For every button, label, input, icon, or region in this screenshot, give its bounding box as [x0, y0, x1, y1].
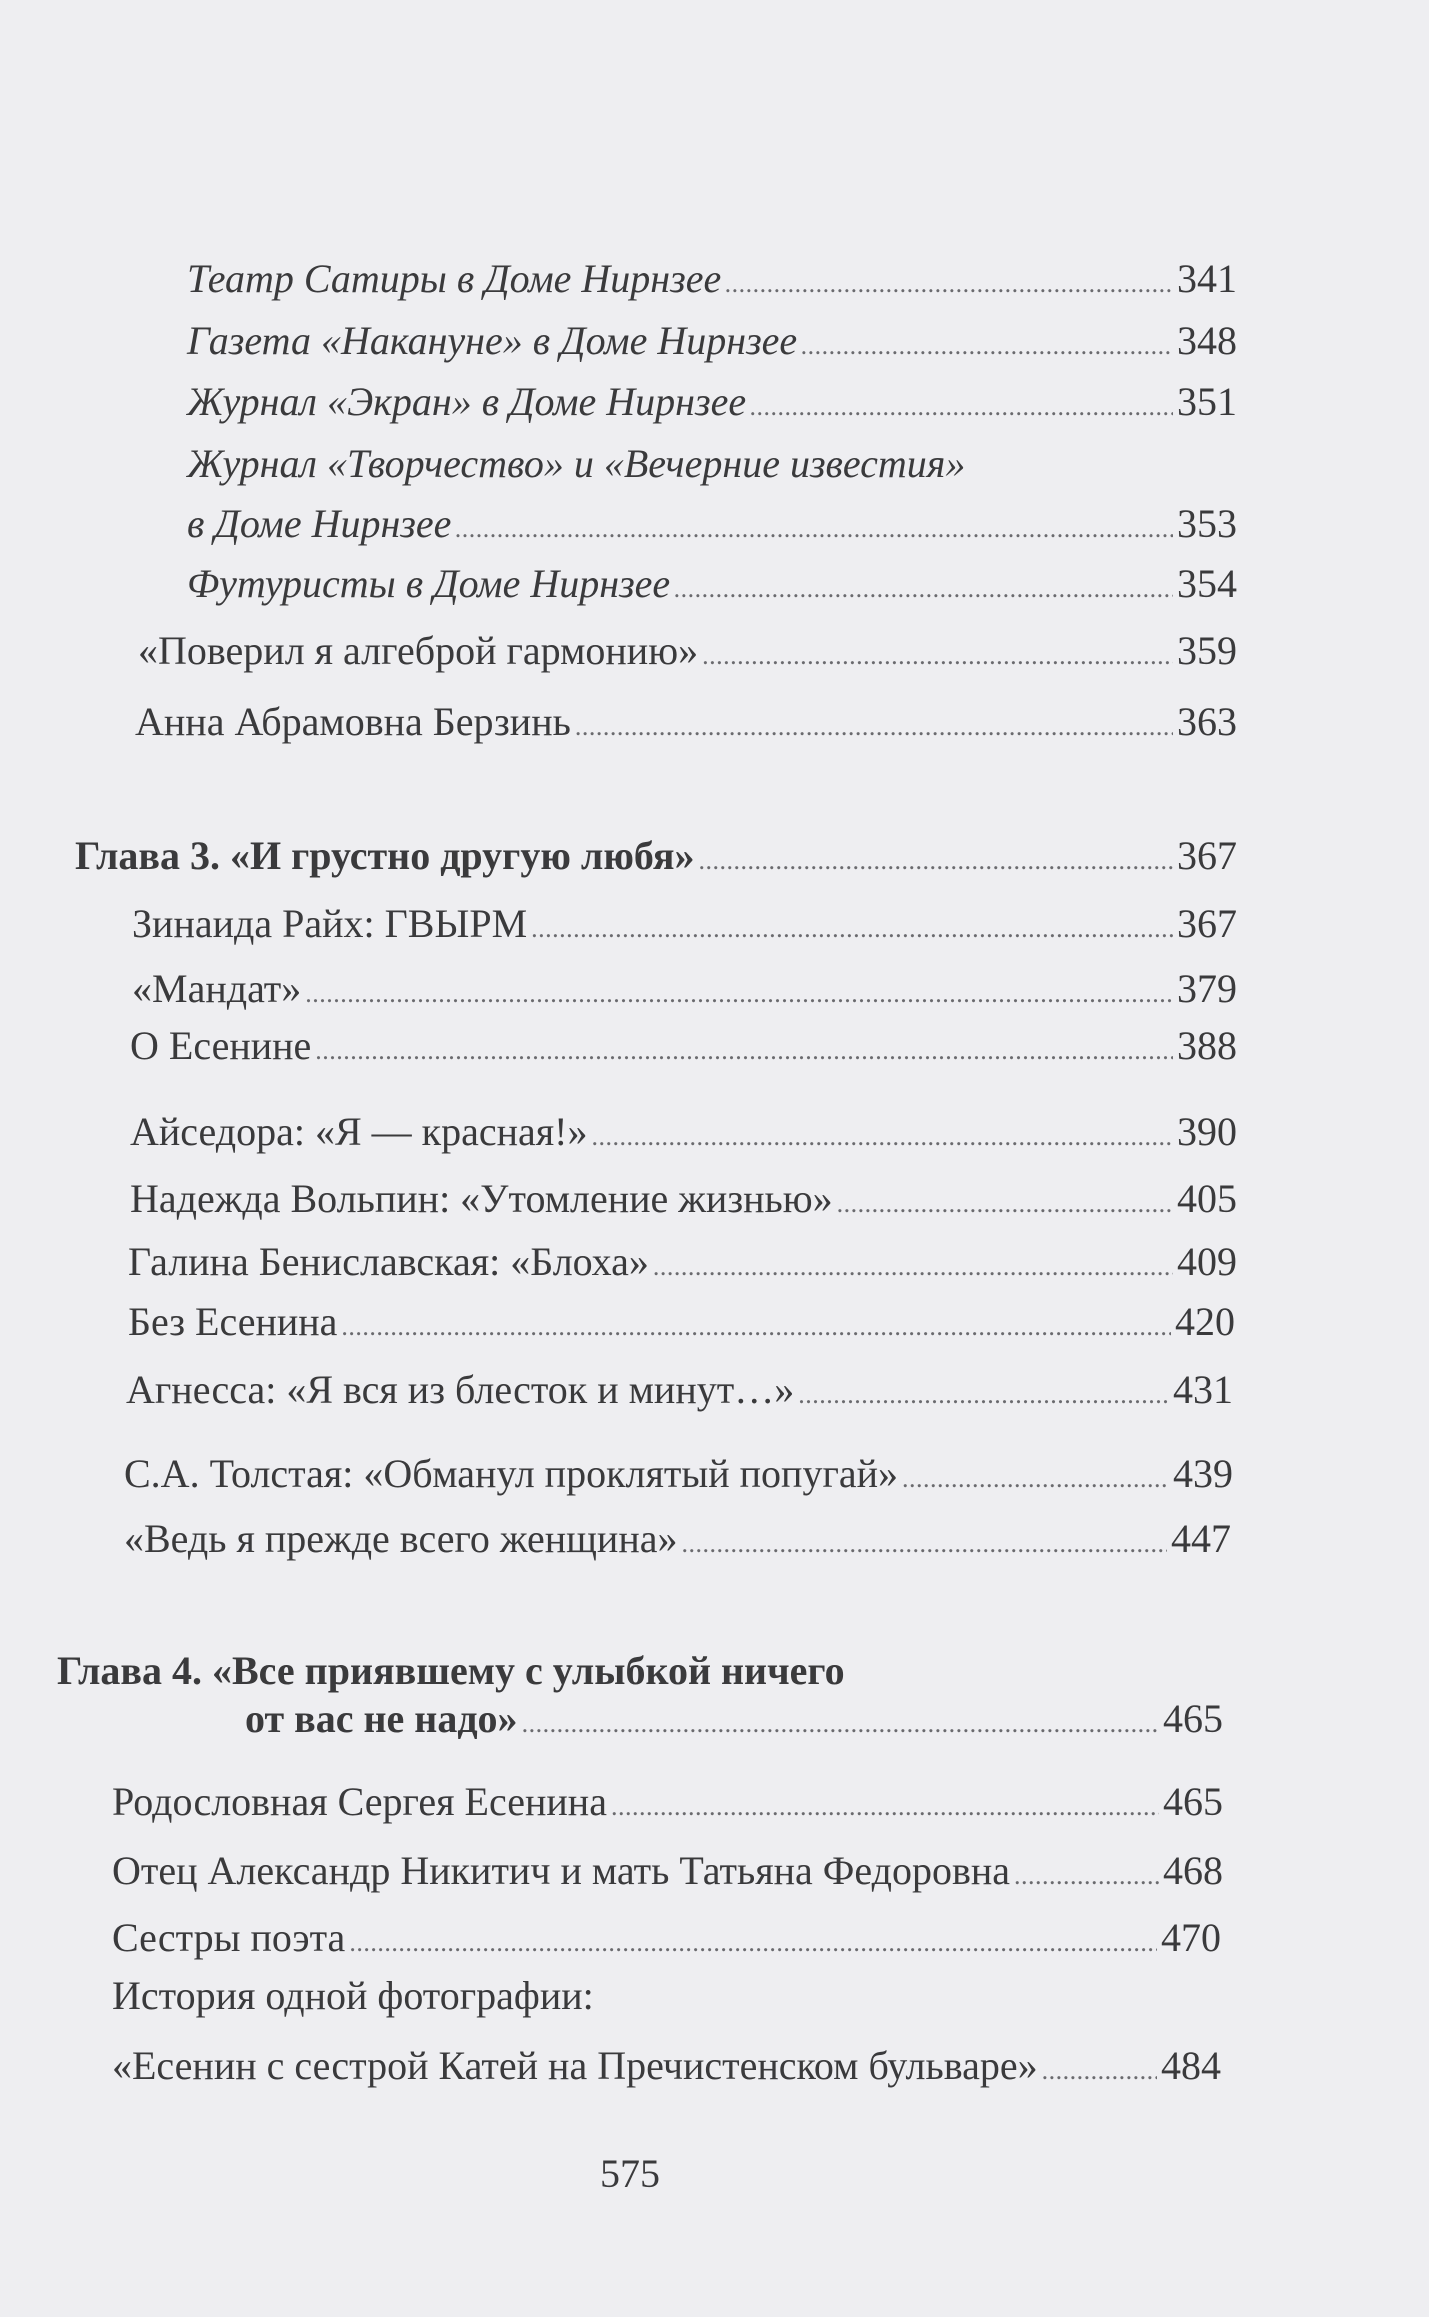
toc-entry-page: 439: [1173, 1451, 1233, 1496]
chapter-page: 367: [1177, 833, 1237, 878]
toc-entry-title: Без Есенина: [128, 1299, 338, 1344]
toc-entry-title: Айседора: «Я — красная!»: [130, 1109, 588, 1154]
toc-entry: [132, 900, 1237, 953]
toc-entry-page: 420: [1175, 1299, 1235, 1344]
dot-leader: [798, 1371, 1169, 1419]
dot-leader: [305, 970, 1173, 1018]
toc-entry-title: Зинаида Райх: ГВЫРМ: [132, 901, 528, 946]
toc-entry: [130, 1022, 1237, 1075]
toc-entry-title: Родословная Сергея Есенина: [112, 1779, 607, 1824]
toc-entry: [135, 698, 1237, 751]
dot-leader: [653, 1243, 1173, 1291]
toc-entry-page: 359: [1177, 628, 1237, 673]
toc-entry-title-line1: История одной фотографии:: [112, 1973, 594, 2018]
toc-entry: [132, 965, 1237, 1018]
dot-leader: [1014, 1852, 1159, 1900]
toc-entry-title: О Есенине: [130, 1023, 312, 1068]
toc-entry-page: 348: [1177, 318, 1237, 363]
dot-leader: [725, 260, 1173, 308]
toc-entry-title: Галина Бениславская: «Блоха»: [128, 1239, 649, 1284]
dot-leader: [702, 632, 1173, 680]
toc-entry-title: «Ведь я прежде всего женщина»: [124, 1516, 678, 1561]
dot-leader: [674, 565, 1173, 613]
toc-entry-page: 354: [1177, 561, 1237, 606]
toc-entry-title: Надежда Вольпин: «Утомление жизнью»: [130, 1176, 833, 1221]
chapter-title-line2: от вас не надо»: [245, 1696, 518, 1741]
toc-entry-page: 363: [1177, 699, 1237, 744]
toc-entry: [138, 627, 1237, 680]
toc-entry: [187, 560, 1237, 613]
toc-entry-page: 409: [1177, 1239, 1237, 1284]
toc-entry: [112, 2042, 1221, 2095]
toc-entry: [187, 378, 1237, 431]
toc-entry: [130, 1175, 1237, 1228]
toc-entry: [128, 1298, 1235, 1351]
dot-leader: [699, 837, 1173, 885]
dot-leader: [837, 1180, 1173, 1228]
toc-entry-page: 341: [1177, 256, 1237, 301]
toc-entry-page: 468: [1163, 1848, 1223, 1893]
dot-leader: [591, 1113, 1173, 1161]
toc-entry-title: С.А. Толстая: «Обманул проклятый попугай»: [124, 1451, 899, 1496]
toc-entry: [128, 1238, 1237, 1291]
dot-leader: [522, 1700, 1159, 1748]
toc-entry-title: Футуристы в Доме Нирнзее: [187, 561, 671, 606]
chapter-title: Глава 3. «И грустно другую любя»: [75, 833, 695, 878]
toc-entry-title: Анна Абрамовна Берзинь: [135, 699, 571, 744]
toc-entry-title: Сестры поэта: [112, 1915, 346, 1960]
dot-leader: [315, 1027, 1173, 1075]
toc-entry: [126, 1366, 1233, 1419]
dot-leader: [902, 1455, 1169, 1503]
toc-entry: [112, 1778, 1223, 1831]
toc-entry: [187, 500, 1237, 553]
dot-leader: [611, 1783, 1159, 1831]
toc-entry-title: Театр Сатиры в Доме Нирнзее: [187, 256, 722, 301]
toc-entry-page: 470: [1161, 1915, 1221, 1960]
toc-entry-page: 431: [1173, 1367, 1233, 1412]
toc-entry-page: 388: [1177, 1023, 1237, 1068]
toc-entry: [124, 1515, 1231, 1568]
toc-entry-page: 390: [1177, 1109, 1237, 1154]
toc-entry-title: Журнал «Экран» в Доме Нирнзее: [187, 379, 747, 424]
toc-entry-page: 353: [1177, 501, 1237, 546]
page-number: 575: [600, 2151, 660, 2196]
toc-entry-title: Газета «Накануне» в Доме Нирнзее: [187, 318, 798, 363]
dot-leader: [750, 383, 1173, 431]
toc-entry-page: 447: [1171, 1516, 1231, 1561]
toc-entry: [130, 1108, 1237, 1161]
toc-entry-page: 351: [1177, 379, 1237, 424]
toc-entry: [112, 1847, 1223, 1900]
toc-entry-page: 405: [1177, 1176, 1237, 1221]
dot-leader: [801, 322, 1173, 370]
toc-entry-title: Отец Александр Никитич и мать Татьяна Федоровна: [112, 1848, 1011, 1893]
toc-entry-title-line2: в Доме Нирнзее: [187, 501, 452, 546]
toc-entry: [187, 255, 1237, 308]
toc-entry-title: «Поверил я алгеброй гармонию»: [138, 628, 699, 673]
chapter-title-line1: Глава 4. «Все приявшему с улыбкой ничего: [57, 1648, 845, 1693]
toc-entry-title-line1: Журнал «Творчество» и «Вечерние известия»: [187, 441, 966, 486]
dot-leader: [349, 1919, 1157, 1967]
dot-leader: [531, 905, 1173, 953]
toc-entry-page: 367: [1177, 901, 1237, 946]
dot-leader: [341, 1303, 1171, 1351]
toc-entry: [124, 1450, 1233, 1503]
dot-leader: [682, 1520, 1168, 1568]
toc-entry-title: Агнесса: «Я вся из блесток и минут…»: [126, 1367, 795, 1412]
toc-entry-title: «Мандат»: [132, 966, 302, 1011]
chapter-page: 465: [1163, 1696, 1223, 1741]
chapter-heading: [245, 1695, 1223, 1748]
dot-leader: [455, 505, 1173, 553]
dot-leader: [1042, 2047, 1157, 2095]
dot-leader: [575, 703, 1173, 751]
toc-entry-page: 484: [1161, 2043, 1221, 2088]
toc-entry-title-line2: «Есенин с сестрой Катей на Пречистенском бульваре»: [112, 2043, 1038, 2088]
toc-entry-page: 465: [1163, 1779, 1223, 1824]
chapter-heading: [75, 832, 1237, 885]
toc-entry: [112, 1914, 1221, 1967]
toc-entry-page: 379: [1177, 966, 1237, 1011]
toc-entry: [187, 317, 1237, 370]
